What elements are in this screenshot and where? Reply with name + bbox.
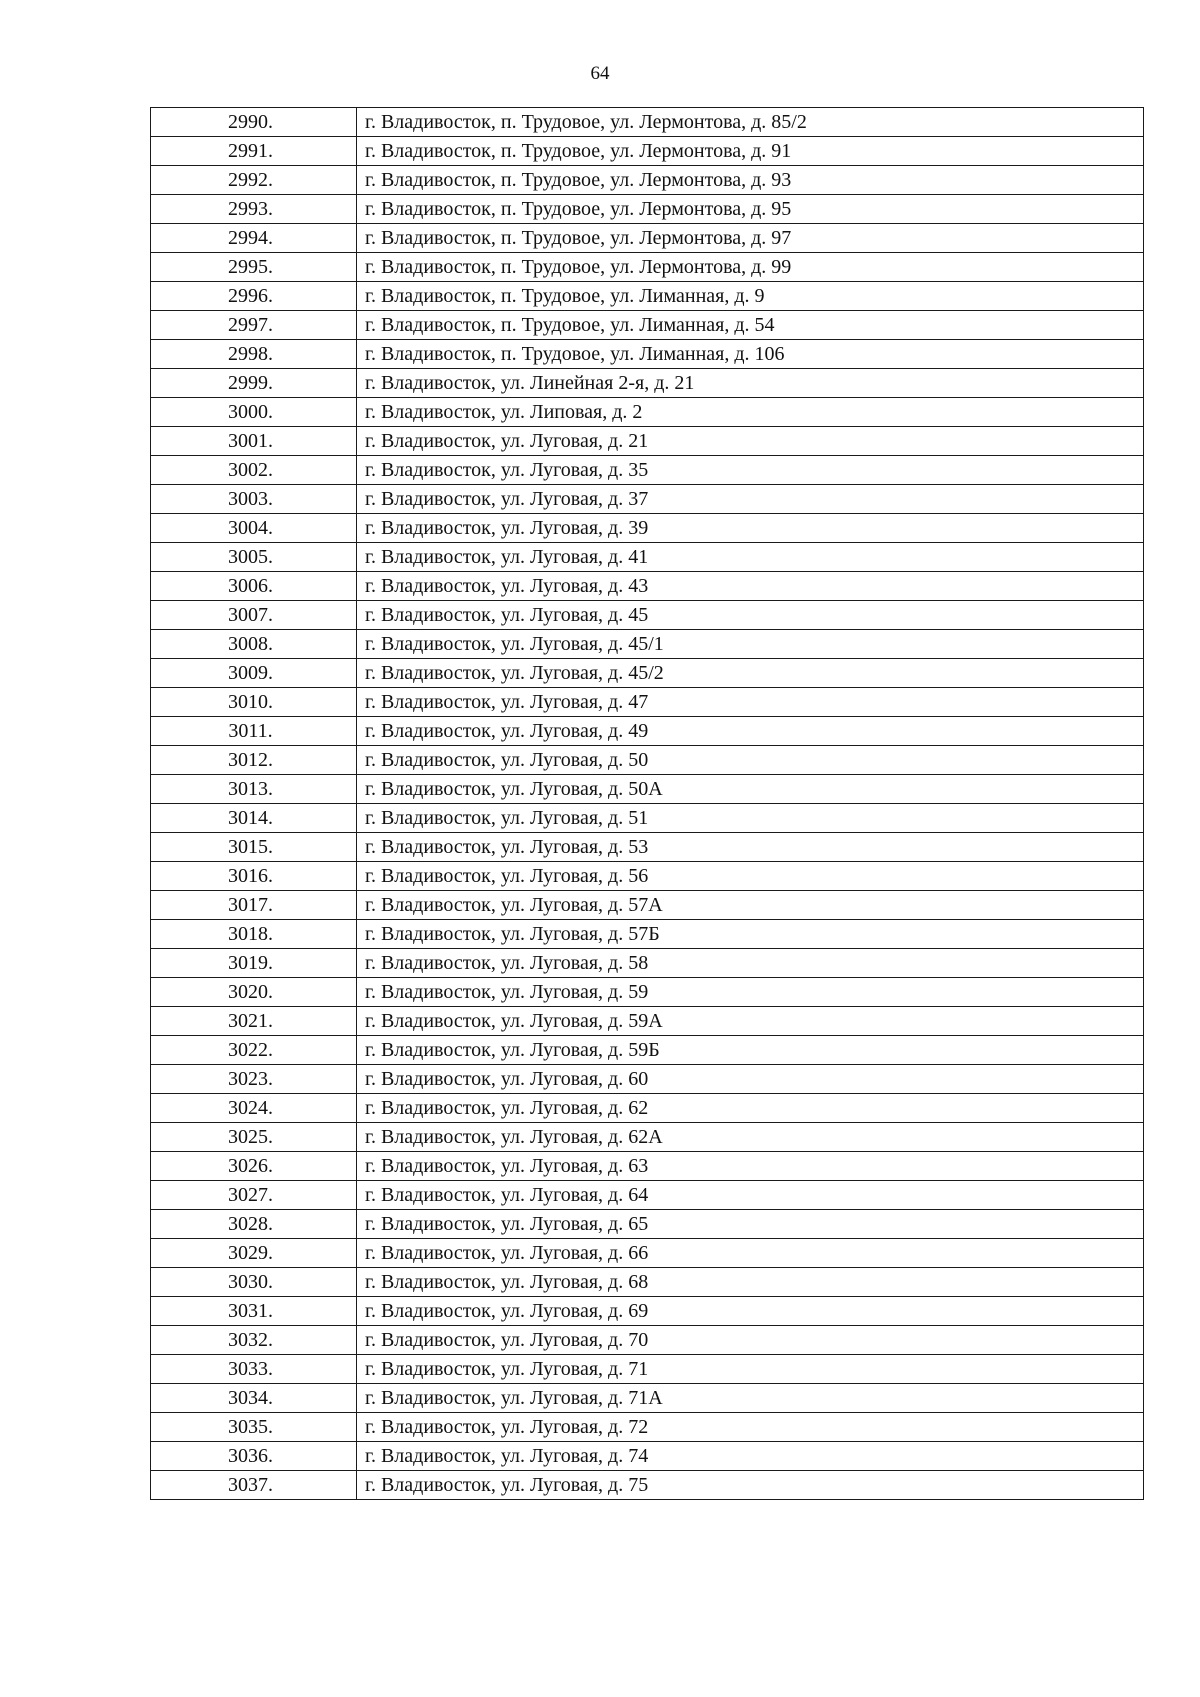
address-cell: г. Владивосток, ул. Луговая, д. 50А [357,775,1144,804]
table-row [151,1094,1144,1123]
address-cell: г. Владивосток, ул. Луговая, д. 60 [357,1065,1144,1094]
address-cell: г. Владивосток, ул. Луговая, д. 35 [357,456,1144,485]
table-row [151,282,1144,311]
row-number-cell: 3003. [151,485,357,514]
address-cell: г. Владивосток, ул. Луговая, д. 39 [357,514,1144,543]
address-cell: г. Владивосток, ул. Луговая, д. 50 [357,746,1144,775]
table-row [151,108,1144,137]
table-row [151,1152,1144,1181]
address-cell: г. Владивосток, п. Трудовое, ул. Лиманная, д. 106 [357,340,1144,369]
table-row [151,456,1144,485]
row-number-cell: 3031. [151,1297,357,1326]
table-row [151,1326,1144,1355]
address-cell: г. Владивосток, ул. Луговая, д. 72 [357,1413,1144,1442]
table-row [151,1065,1144,1094]
address-table [150,107,1144,1500]
table-row [151,630,1144,659]
row-number-cell: 3008. [151,630,357,659]
table-row [151,1007,1144,1036]
row-number-cell: 3029. [151,1239,357,1268]
address-cell: г. Владивосток, ул. Луговая, д. 51 [357,804,1144,833]
table-row [151,862,1144,891]
address-cell: г. Владивосток, ул. Луговая, д. 21 [357,427,1144,456]
row-number-cell: 3037. [151,1471,357,1500]
row-number-cell: 3023. [151,1065,357,1094]
row-number-cell: 2997. [151,311,357,340]
table-row [151,833,1144,862]
address-cell: г. Владивосток, ул. Луговая, д. 69 [357,1297,1144,1326]
table-row [151,166,1144,195]
address-cell: г. Владивосток, ул. Линейная 2-я, д. 21 [357,369,1144,398]
table-row [151,224,1144,253]
address-cell: г. Владивосток, п. Трудовое, ул. Лермонтова, д. 93 [357,166,1144,195]
table-row [151,1239,1144,1268]
address-cell: г. Владивосток, ул. Луговая, д. 62 [357,1094,1144,1123]
row-number-cell: 2995. [151,253,357,282]
address-cell: г. Владивосток, п. Трудовое, ул. Лиманная, д. 54 [357,311,1144,340]
row-number-cell: 2991. [151,137,357,166]
row-number-cell: 3033. [151,1355,357,1384]
row-number-cell: 3020. [151,978,357,1007]
table-row [151,1181,1144,1210]
row-number-cell: 3007. [151,601,357,630]
row-number-cell: 3012. [151,746,357,775]
row-number-cell: 3004. [151,514,357,543]
row-number-cell: 3001. [151,427,357,456]
row-number-cell: 3016. [151,862,357,891]
address-cell: г. Владивосток, ул. Луговая, д. 43 [357,572,1144,601]
address-cell: г. Владивосток, ул. Луговая, д. 71 [357,1355,1144,1384]
row-number-cell: 3018. [151,920,357,949]
row-number-cell: 3022. [151,1036,357,1065]
row-number-cell: 2993. [151,195,357,224]
row-number-cell: 3013. [151,775,357,804]
row-number-cell: 3026. [151,1152,357,1181]
table-row [151,891,1144,920]
address-cell: г. Владивосток, ул. Луговая, д. 45/1 [357,630,1144,659]
row-number-cell: 3006. [151,572,357,601]
table-row [151,1036,1144,1065]
table-row [151,978,1144,1007]
row-number-cell: 3030. [151,1268,357,1297]
row-number-cell: 3000. [151,398,357,427]
row-number-cell: 2999. [151,369,357,398]
address-cell: г. Владивосток, ул. Луговая, д. 57А [357,891,1144,920]
table-row [151,253,1144,282]
table-row [151,804,1144,833]
address-cell: г. Владивосток, ул. Луговая, д. 71А [357,1384,1144,1413]
table-row [151,543,1144,572]
address-cell: г. Владивосток, п. Трудовое, ул. Лиманная, д. 9 [357,282,1144,311]
address-cell: г. Владивосток, ул. Луговая, д. 59Б [357,1036,1144,1065]
table-row [151,688,1144,717]
row-number-cell: 2998. [151,340,357,369]
address-cell: г. Владивосток, п. Трудовое, ул. Лермонтова, д. 85/2 [357,108,1144,137]
row-number-cell: 2990. [151,108,357,137]
address-cell: г. Владивосток, ул. Луговая, д. 57Б [357,920,1144,949]
row-number-cell: 3017. [151,891,357,920]
address-cell: г. Владивосток, ул. Луговая, д. 63 [357,1152,1144,1181]
address-cell: г. Владивосток, ул. Луговая, д. 64 [357,1181,1144,1210]
address-cell: г. Владивосток, п. Трудовое, ул. Лермонтова, д. 91 [357,137,1144,166]
table-row [151,1442,1144,1471]
row-number-cell: 2996. [151,282,357,311]
row-number-cell: 3002. [151,456,357,485]
table-row [151,1297,1144,1326]
table-row [151,398,1144,427]
address-cell: г. Владивосток, ул. Луговая, д. 59 [357,978,1144,1007]
row-number-cell: 3024. [151,1094,357,1123]
table-row [151,659,1144,688]
address-cell: г. Владивосток, ул. Луговая, д. 41 [357,543,1144,572]
row-number-cell: 3021. [151,1007,357,1036]
row-number-cell: 3011. [151,717,357,746]
address-cell: г. Владивосток, п. Трудовое, ул. Лермонтова, д. 97 [357,224,1144,253]
address-cell: г. Владивосток, ул. Луговая, д. 66 [357,1239,1144,1268]
row-number-cell: 3032. [151,1326,357,1355]
address-cell: г. Владивосток, ул. Луговая, д. 65 [357,1210,1144,1239]
table-row [151,1355,1144,1384]
table-row [151,195,1144,224]
address-cell: г. Владивосток, ул. Луговая, д. 56 [357,862,1144,891]
page-number: 64 [590,63,610,84]
table-row [151,949,1144,978]
row-number-cell: 3010. [151,688,357,717]
table-row [151,137,1144,166]
row-number-cell: 2994. [151,224,357,253]
address-cell: г. Владивосток, ул. Луговая, д. 59А [357,1007,1144,1036]
table-row [151,1471,1144,1500]
row-number-cell: 3014. [151,804,357,833]
table-row [151,340,1144,369]
table-row [151,1384,1144,1413]
address-cell: г. Владивосток, ул. Луговая, д. 68 [357,1268,1144,1297]
address-table-body [151,108,1144,1500]
table-row [151,601,1144,630]
address-cell: г. Владивосток, ул. Луговая, д. 62А [357,1123,1144,1152]
address-cell: г. Владивосток, ул. Луговая, д. 49 [357,717,1144,746]
row-number-cell: 3025. [151,1123,357,1152]
row-number-cell: 3015. [151,833,357,862]
address-cell: г. Владивосток, ул. Луговая, д. 53 [357,833,1144,862]
table-row [151,1210,1144,1239]
table-row [151,775,1144,804]
table-row [151,311,1144,340]
address-cell: г. Владивосток, ул. Липовая, д. 2 [357,398,1144,427]
address-cell: г. Владивосток, п. Трудовое, ул. Лермонтова, д. 99 [357,253,1144,282]
row-number-cell: 3005. [151,543,357,572]
table-row [151,717,1144,746]
row-number-cell: 3035. [151,1413,357,1442]
table-row [151,514,1144,543]
table-row [151,1123,1144,1152]
table-row [151,746,1144,775]
row-number-cell: 3027. [151,1181,357,1210]
table-row [151,572,1144,601]
address-cell: г. Владивосток, ул. Луговая, д. 47 [357,688,1144,717]
row-number-cell: 2992. [151,166,357,195]
address-cell: г. Владивосток, ул. Луговая, д. 37 [357,485,1144,514]
address-cell: г. Владивосток, п. Трудовое, ул. Лермонтова, д. 95 [357,195,1144,224]
address-cell: г. Владивосток, ул. Луговая, д. 70 [357,1326,1144,1355]
table-row [151,427,1144,456]
address-cell: г. Владивосток, ул. Луговая, д. 74 [357,1442,1144,1471]
table-row [151,1268,1144,1297]
address-cell: г. Владивосток, ул. Луговая, д. 45/2 [357,659,1144,688]
row-number-cell: 3019. [151,949,357,978]
table-row [151,1413,1144,1442]
row-number-cell: 3036. [151,1442,357,1471]
address-cell: г. Владивосток, ул. Луговая, д. 75 [357,1471,1144,1500]
table-row [151,920,1144,949]
row-number-cell: 3028. [151,1210,357,1239]
table-row [151,369,1144,398]
row-number-cell: 3034. [151,1384,357,1413]
row-number-cell: 3009. [151,659,357,688]
address-cell: г. Владивосток, ул. Луговая, д. 45 [357,601,1144,630]
address-cell: г. Владивосток, ул. Луговая, д. 58 [357,949,1144,978]
table-row [151,485,1144,514]
